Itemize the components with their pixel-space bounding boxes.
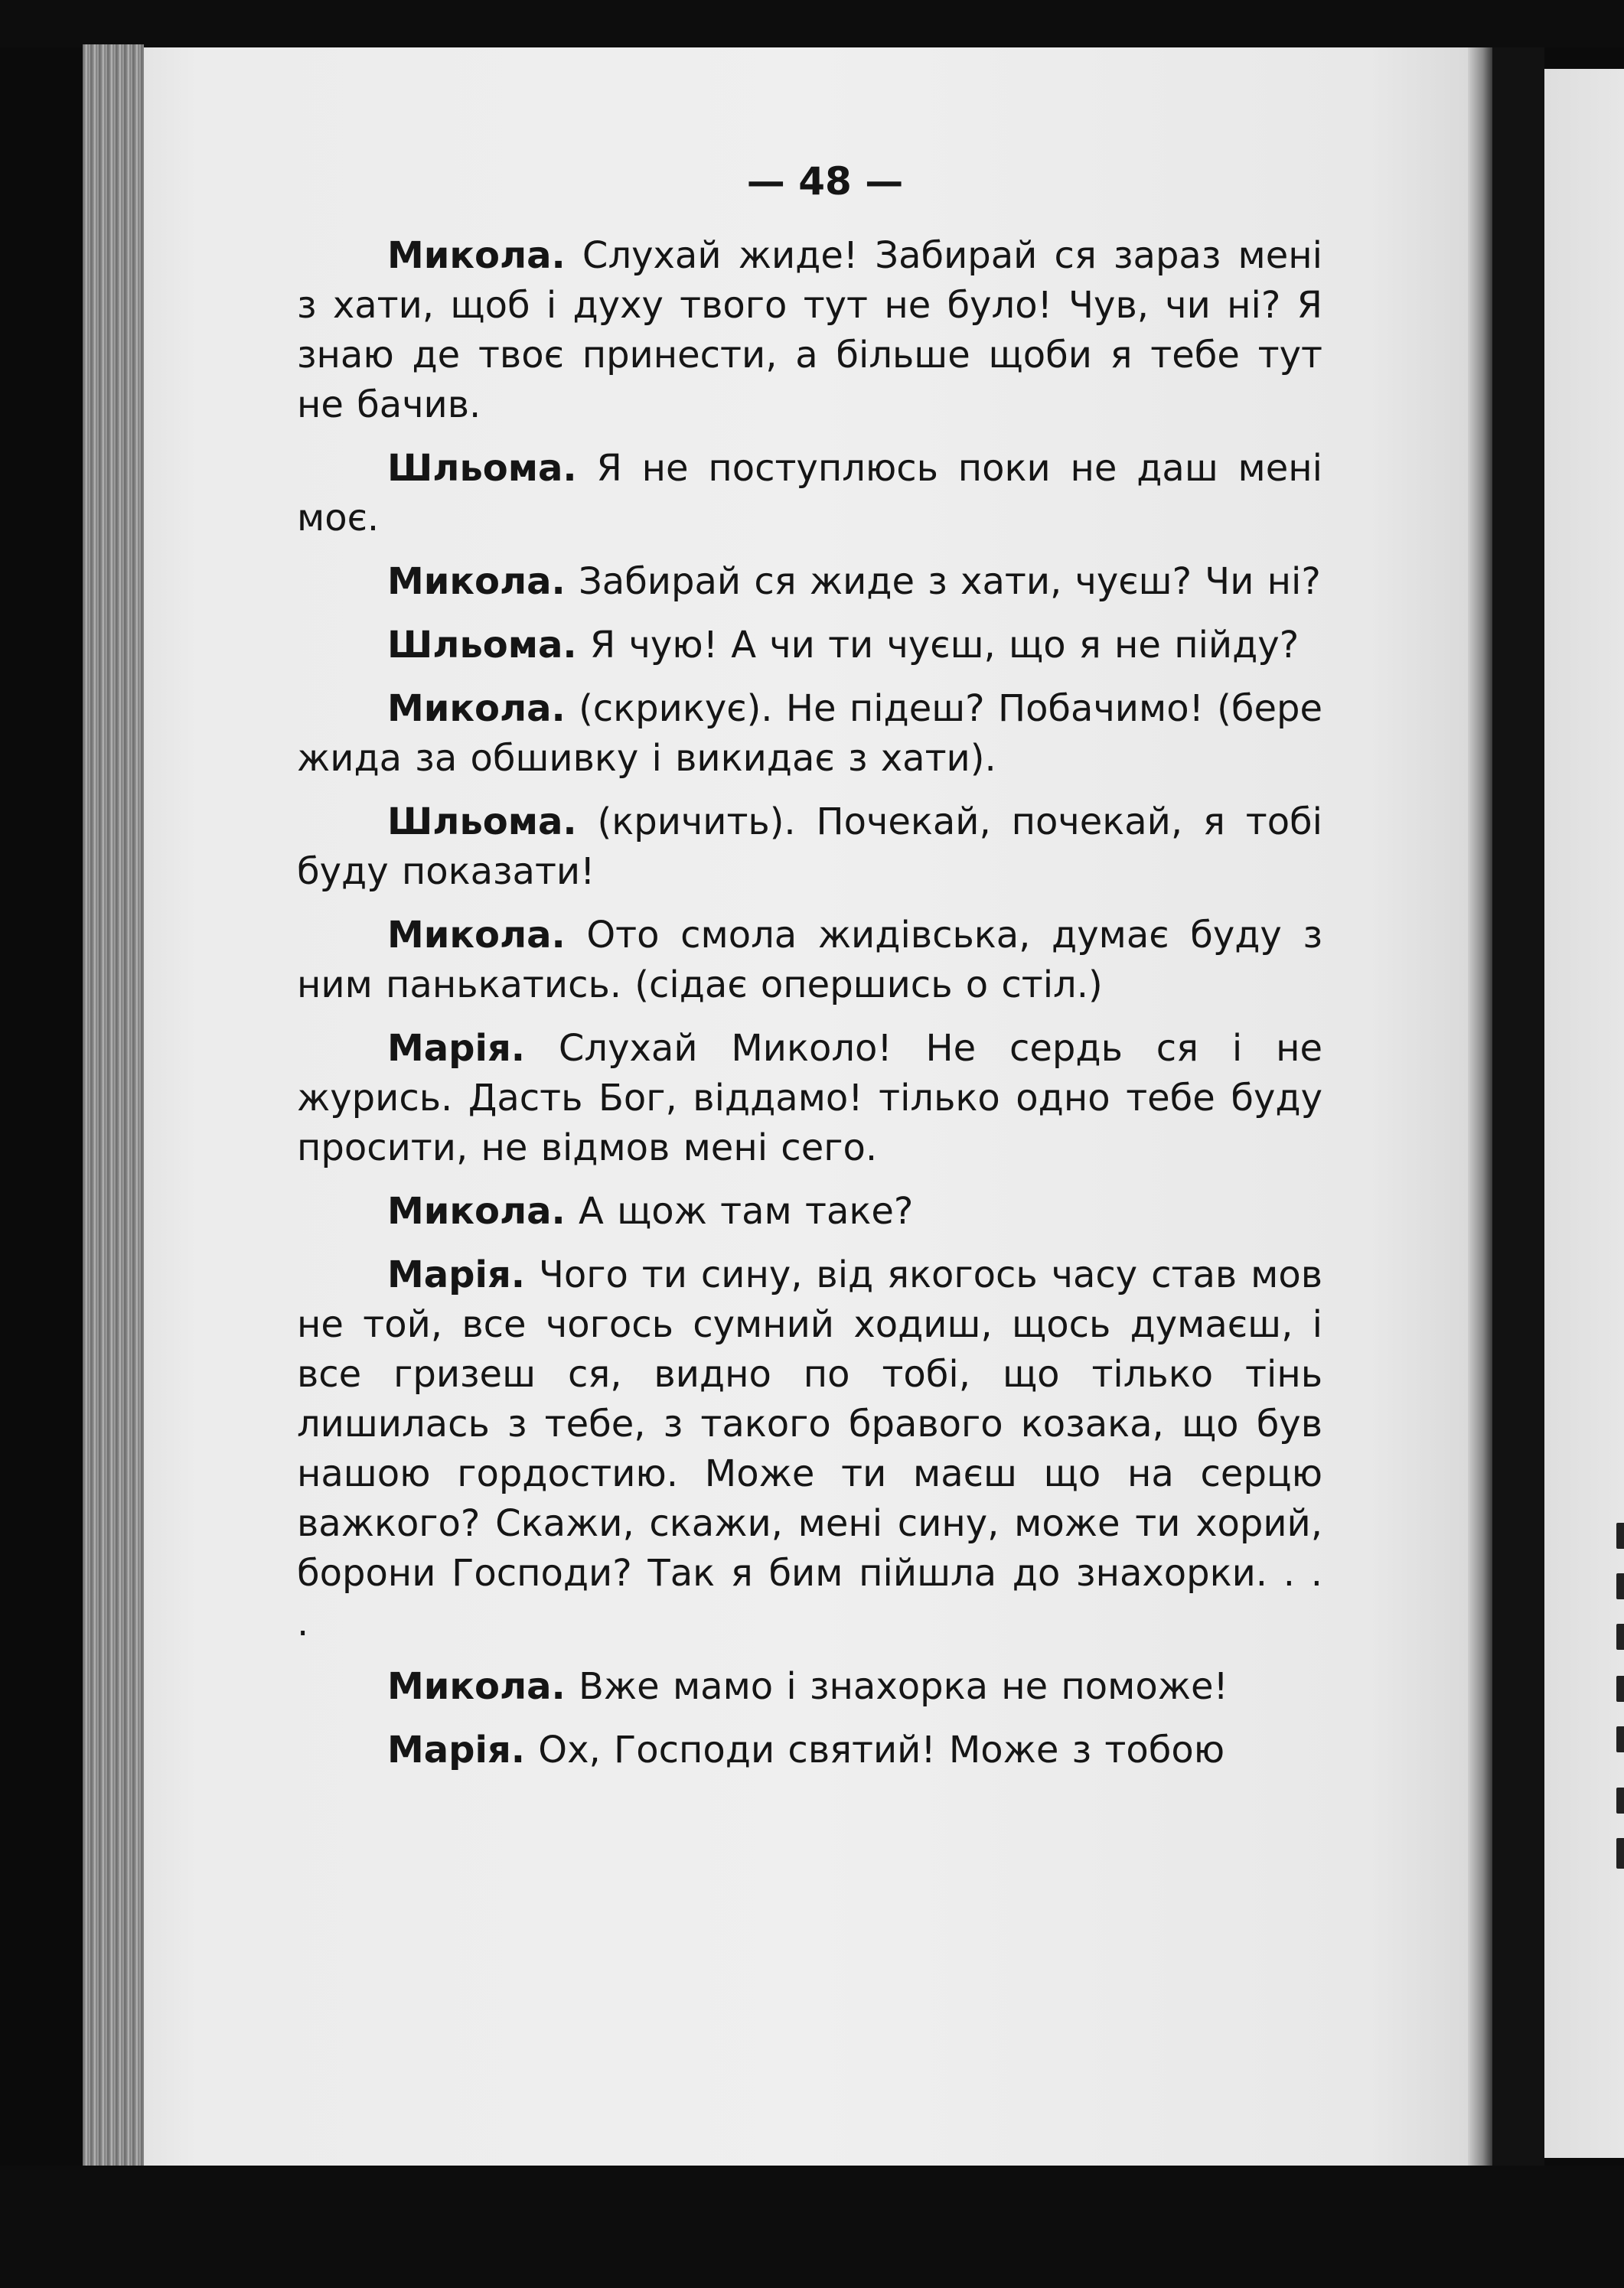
dialogue-line <box>297 444 1322 543</box>
speaker-name: Марія. <box>387 1027 526 1070</box>
dialogue-line <box>297 1250 1322 1648</box>
dialogue-line <box>297 1024 1322 1173</box>
dialogue-text: Слухай жиде! Забирай ся зараз мені з хати, щоб і духу твого тут не було! Чув, чи ні? Я знаю де твоє принести, а більше щоби я тебе тут не бачив. <box>297 234 1322 426</box>
dialogue-line <box>297 684 1322 784</box>
dialogue-text: Я не поступлюсь поки не даш мені моє. <box>297 447 1322 539</box>
speaker-name: Микола. <box>387 1665 566 1708</box>
book-page-edges <box>83 44 144 2166</box>
dialogue-text: Вже мамо і знахорка не поможе! <box>579 1665 1228 1708</box>
dialogue-line <box>297 797 1322 897</box>
dialogue-line <box>297 1187 1322 1237</box>
page-number: — 48 — <box>746 159 904 204</box>
speaker-name: Марія. <box>387 1253 526 1296</box>
next-page-glyph-fragment <box>1616 1624 1624 1650</box>
scan-top-border <box>0 0 1624 47</box>
dialogue-line <box>297 621 1322 670</box>
dialogue-text: А щож там таке? <box>579 1190 914 1233</box>
dialogue-text: (кричить). Почекай, почекай, я тобі буду показати! <box>297 800 1322 893</box>
dialogue-line <box>297 557 1322 607</box>
dialogue-text: Ох, Господи святий! Може з тобою <box>538 1729 1225 1771</box>
book-binding <box>1492 47 1544 2166</box>
next-page-glyph-fragment <box>1616 1838 1624 1869</box>
dialogue-line <box>297 231 1322 430</box>
dialogue-text: Забирай ся жиде з хати, чуєш? Чи ні? <box>579 560 1321 603</box>
speaker-name: Микола. <box>387 687 566 730</box>
book-gutter-shadow <box>1468 47 1492 2166</box>
next-page-glyph-fragment <box>1616 1573 1624 1599</box>
speaker-name: Шльома. <box>387 800 577 843</box>
speaker-name: Марія. <box>387 1729 526 1771</box>
scan-bottom-border <box>0 2166 1624 2288</box>
dialogue-line <box>297 911 1322 1010</box>
dialogue-text: Я чую! А чи ти чуєш, що я не пійду? <box>589 624 1300 667</box>
next-page-glyph-fragment <box>1616 1726 1624 1752</box>
speaker-name: Шльома. <box>387 624 577 667</box>
next-page-glyph-fragment <box>1616 1676 1624 1702</box>
dialogue-text: Ото смола жидівська, думає буду з ним панькатись. (сідає опершись о стіл.) <box>297 914 1322 1006</box>
dialogue-text: (скрикує). Не підеш? Побачимо! (бере жида за обшивку і викидає з хати). <box>297 687 1323 780</box>
dialogue-line <box>297 1726 1322 1775</box>
speaker-name: Микола. <box>387 560 566 603</box>
speaker-name: Микола. <box>387 1190 566 1233</box>
next-page-glyph-fragment <box>1616 1523 1624 1549</box>
next-page-glyph-fragment <box>1616 1788 1624 1814</box>
speaker-name: Микола. <box>387 234 566 277</box>
dialogue-text: Слухай Миколо! Не сердь ся і не журись. Дасть Бог, віддамо! тілько одно тебе буду просити, не відмов мені сего. <box>297 1027 1322 1169</box>
speaker-name: Микола. <box>387 914 566 957</box>
speaker-name: Шльома. <box>387 447 577 490</box>
page-text <box>297 159 1322 1789</box>
dialogue-line <box>297 1662 1322 1712</box>
dialogue-text: Чого ти сину, від якогось часу став мов не той, все чогось сумний ходиш, щось думаєш, і все гризеш ся, видно по тобі, що тілько тінь лишилась з тебе, з такого бравого козака, що був нашою гордостию. Може ти маєш що на серцю важкого? Скажи, скажи, мені сину, може ти хорий, борони Господи? Так я бим пійшла до знахорки. . . . <box>297 1253 1322 1644</box>
next-page-edge <box>1544 69 1624 2158</box>
